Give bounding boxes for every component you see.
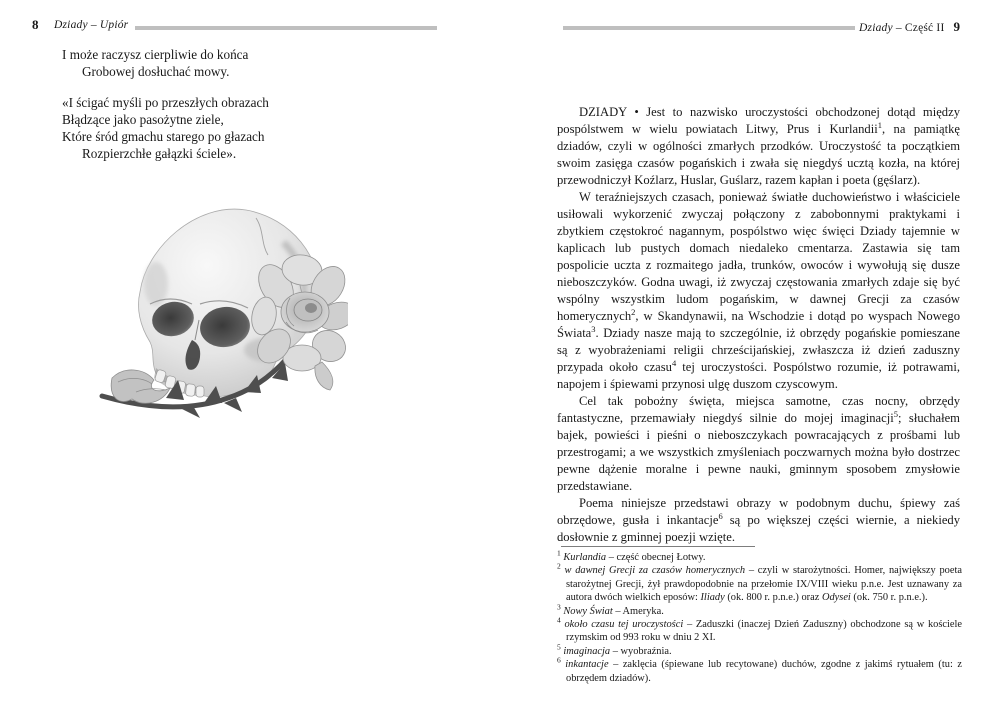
paragraph: Poema niniejsze przedstawi obrazy w podobnym duchu, śpiewy zaś obrzędowe, gusła i inkantacje$^6$ są po większej części wiernie, a niekiedy dosłownie z gminnej poezji wzięte. xyxy=(557,496,960,544)
poem-line: Grobowej dosłuchać mowy. xyxy=(82,64,230,79)
poem-stanza xyxy=(62,46,269,80)
right-page xyxy=(500,0,1000,712)
footnote: $^4$ około czasu tej uroczystości – Zaduszki (inaczej Dzień Zaduszny) obchodzone są w kościele rzymskim od 993 roku w dniu 2 XI. xyxy=(557,615,962,644)
footnotes xyxy=(557,548,962,685)
page-number-left: 8 xyxy=(32,17,39,32)
footnote-rule xyxy=(561,546,755,547)
footnote: $^1$ Kurlandia – część obecnej Łotwy. xyxy=(557,548,706,563)
footnote: $^6$ inkantacje – zaklęcia (śpiewane lub recytowane) duchów, zgodne z jakimś rytuałem (tu: z obrzędem dziadów). xyxy=(557,655,962,684)
poem-line: Błądzące jako pasożytne ziele, xyxy=(62,112,224,127)
body-text xyxy=(557,104,960,546)
paragraph: W teraźniejszych czasach, ponieważ światłe duchowieństwo i właściciele usiłowali wykorzenić zwyczaj połączony z zabobonnymi praktykami i zbytkiem częstokroć nagannym, pospólstwo więc święci Dziady tajemnie w kaplicach lub pustych domach niedaleko cmentarza. Zastawia się tam pospolicie uczta z rozmaitego jadła, trunków, owoców i wywołują się dusze nieboszczyków. Godna uwagi, iż zwyczaj częstowania zmarłych zdaje się być wspólny wszystkim ludom pogańskim, w dawnej Grecji za czasów homerycznych$^2$, w Skandynawii, na Wschodzie i dotąd po wyspach Nowego Świata$^3$. Dziady nasze mają to szczególnie, iż obrzędy pogańskie pomieszane są z wyobrażeniami religii chrześcijańskiej, zwłaszcza iż dzień zaduszny przypada około czasu$^4$ tej uroczystości. Pospólstwo rozumie, iż potrawami, napojem i śpiewami przynosi ulgę duszom czyscowym. xyxy=(557,190,960,391)
skull-rose-illustration xyxy=(96,200,348,438)
poem xyxy=(62,46,269,176)
poem-stanza xyxy=(62,94,269,162)
running-header-right-group xyxy=(859,18,960,36)
header-rule-right xyxy=(563,26,855,30)
paragraph: DZIADY • Jest to nazwisko uroczystości obchodzonej dotąd między pospólstwem w wielu powiatach Litwy, Prus i Kurlandii$^1$, na pamiątkę dziadów, czyli w ogólności zmarłych przodków. Uroczystość ta początkiem swoim zasięga czasów pogańskich i zwała się niegdyś ucztą kozła, na której przewodniczył Koźlarz, Huslar, Guślarz, razem kapłan i poeta (gęślarz). xyxy=(557,105,960,187)
page-number-right: 9 xyxy=(953,19,960,34)
running-header-left: Dziady – Upiór xyxy=(54,19,129,31)
footnote: $^2$ w dawnej Grecji za czasów homerycznych – czyli w starożytności. Homer, największy poeta starożytnej Grecji, żył prawdopodobnie na przełomie IX/VIII wieku p.n.e. Jest uznawany za autora dwóch wielkich eposów: Iliady (ok. 800 r. p.n.e.) oraz Odysei (ok. 750 r. p.n.e.). xyxy=(557,561,962,604)
poem-line: I może raczysz cierpliwie do końca xyxy=(62,47,249,62)
footnote: $^5$ imaginacja – wyobraźnia. xyxy=(557,642,672,657)
footnote: $^3$ Nowy Świat – Ameryka. xyxy=(557,602,664,617)
poem-line: Rozpierzchłe gałązki ściele». xyxy=(82,146,237,161)
header-rule-left xyxy=(135,26,437,30)
paragraph: Cel tak pobożny święta, miejsca samotne, czas nocny, obrzędy fantastyczne, przemawiały niegdyś silnie do mojej imaginacji$^5$; słuchałem bajek, powieści i pieśni o nieboszczykach powracających z prośbami lub przestrogami; a we wszystkich zmyśleniach poczwarnych można było dostrzec pewne dążenie moralne i pewne nauki, gminnym sposobem zmysłowie przedstawiane. xyxy=(557,394,960,493)
running-header-right: Dziady – Część II xyxy=(859,22,945,34)
poem-line: Które śród gmachu starego po głazach xyxy=(62,129,265,144)
poem-line: «I ścigać myśli po przeszłych obrazach xyxy=(62,95,269,110)
